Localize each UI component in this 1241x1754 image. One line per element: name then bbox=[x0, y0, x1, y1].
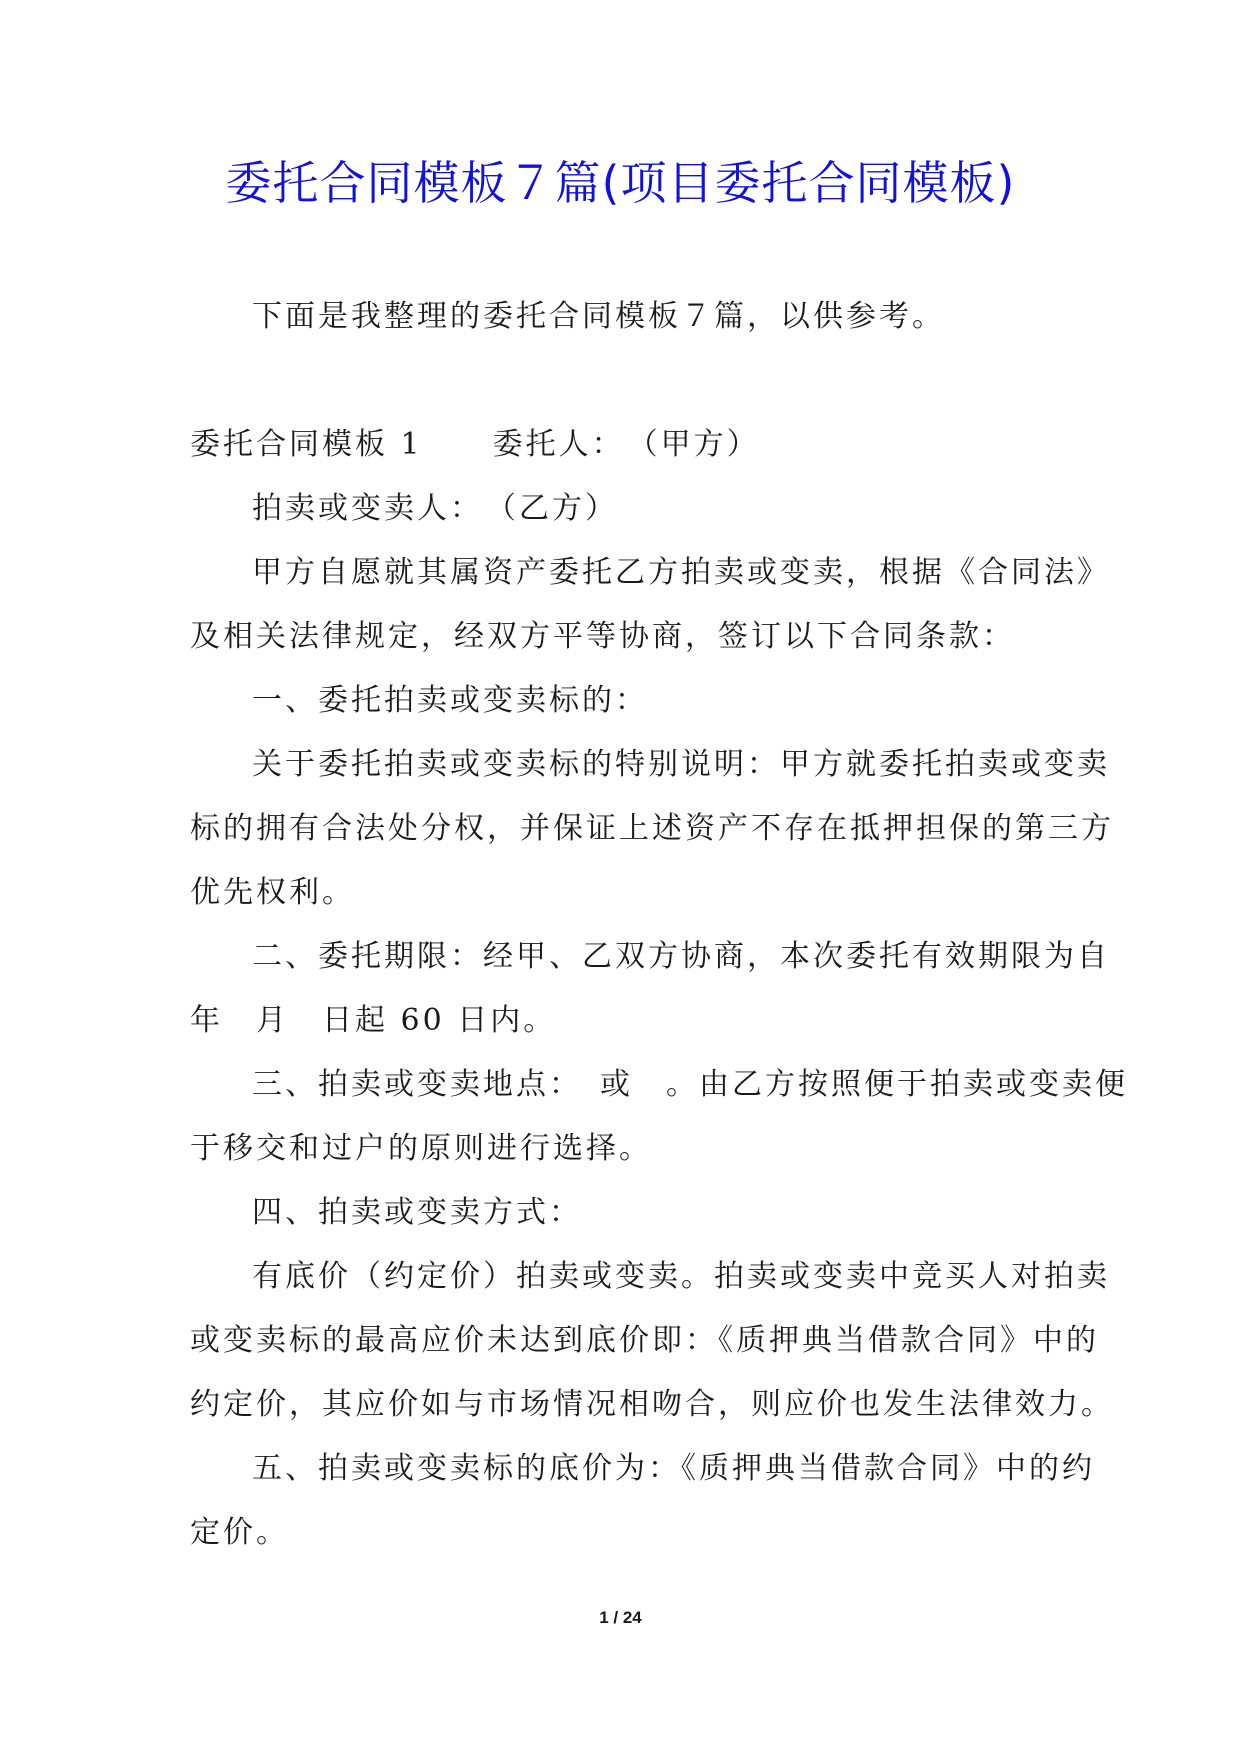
contract-heading-line bbox=[190, 413, 1060, 477]
clause-4-method bbox=[190, 1245, 1114, 1437]
clause-4-heading bbox=[190, 1181, 1060, 1245]
paragraph-line: 约定价，其应价如与市场情况相吻合，则应价也发生法律效力。 bbox=[190, 1387, 1114, 1422]
paragraph-line: 定价。 bbox=[190, 1515, 289, 1550]
paragraph-line: 二、委托期限：经甲、乙双方协商，本次委托有效期限为自 bbox=[252, 939, 1110, 974]
paragraph-line: 拍卖或变卖人： （乙方） bbox=[252, 491, 618, 526]
clause-3-location bbox=[190, 1053, 1128, 1181]
paragraph-line: 标的拥有合法处分权，并保证上述资产不存在抵押担保的第三方 bbox=[190, 811, 1114, 846]
clause-1-note bbox=[190, 733, 1114, 925]
paragraph-line: 有底价（约定价）拍卖或变卖。拍卖或变卖中竞买人对拍卖 bbox=[252, 1259, 1110, 1294]
intro-text: 下面是我整理的委托合同模板７篇，以供参考。 bbox=[252, 299, 945, 334]
paragraph-line: 或变卖标的最高应价未达到底价即：《质押典当借款合同》中的 bbox=[190, 1323, 1099, 1358]
intro-paragraph bbox=[190, 285, 1060, 349]
paragraph-line: 一、委托拍卖或变卖标的： bbox=[252, 683, 648, 718]
paragraph-line: 五、拍卖或变卖标的底价为：《质押典当借款合同》中的约 bbox=[252, 1451, 1095, 1486]
principal-label: 委托人： （甲方） bbox=[492, 427, 760, 462]
paragraph-auctioneer bbox=[190, 477, 1060, 541]
paragraph-line: 年 月 日起 60 日内。 bbox=[190, 1003, 557, 1038]
clause-2-term bbox=[190, 925, 1110, 1053]
paragraph-line: 优先权利。 bbox=[190, 875, 355, 910]
clause-5-reserve-price bbox=[190, 1437, 1095, 1565]
paragraph-line: 关于委托拍卖或变卖标的特别说明：甲方就委托拍卖或变卖 bbox=[252, 747, 1110, 782]
contract-template-label: 委托合同模板 1 bbox=[190, 427, 423, 462]
paragraph-line: 三、拍卖或变卖地点： 或 。由乙方按照便于拍卖或变卖便 bbox=[252, 1067, 1128, 1102]
contract-heading-row bbox=[190, 413, 1060, 477]
document-title: 委托合同模板７篇(项目委托合同模板) bbox=[225, 156, 1016, 210]
clause-1-heading bbox=[190, 669, 1060, 733]
paragraph-line: 及相关法律规定，经双方平等协商，签订以下合同条款： bbox=[190, 619, 1015, 654]
paragraph-line: 甲方自愿就其属资产委托乙方拍卖或变卖，根据《合同法》 bbox=[252, 555, 1110, 590]
paragraph-line: 于移交和过户的原则进行选择。 bbox=[190, 1131, 652, 1166]
paragraph-line: 四、拍卖或变卖方式： bbox=[252, 1195, 582, 1230]
page-number: 1 / 24 bbox=[599, 1608, 642, 1627]
paragraph-agreement bbox=[190, 541, 1110, 669]
